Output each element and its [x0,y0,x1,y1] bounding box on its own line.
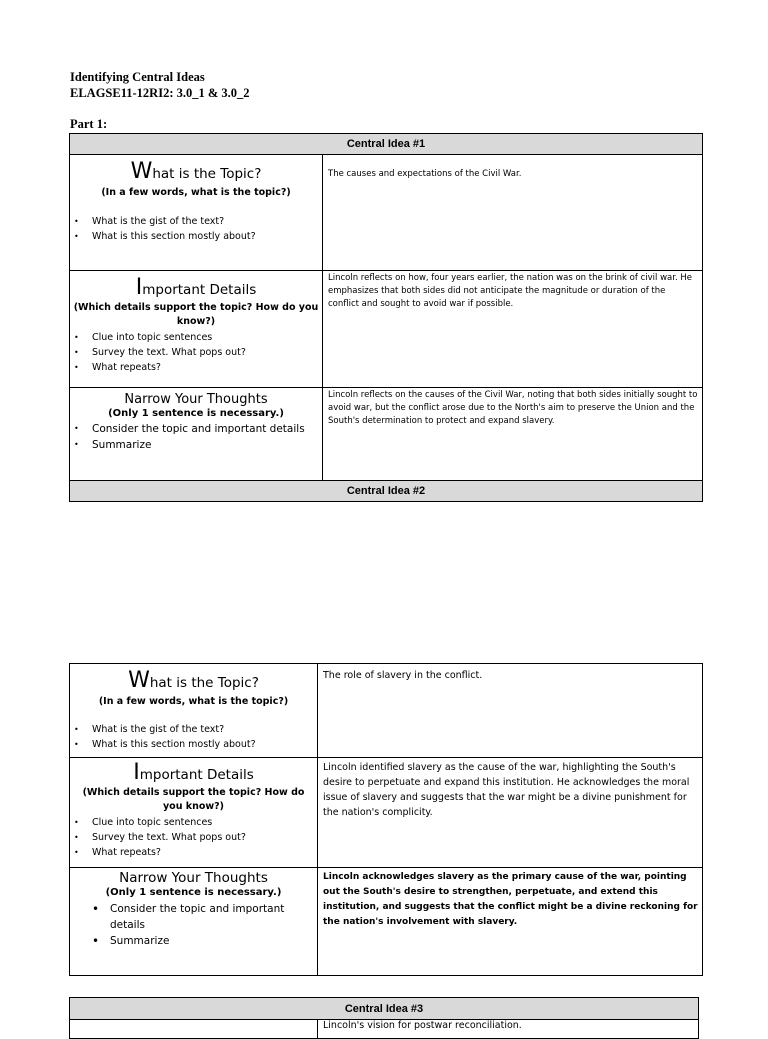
details-bullet: • Clue into topic sentences [70,815,317,830]
details-answer: Lincoln identified slavery as the cause of the war, highlighting the South's desire to perpetuate and expand this institution. He acknowledges the moral issue of slavery and suggests that the war might be a divine punishment for the nation's complicity. [323,762,690,818]
central-idea-1-heading: Central Idea #1 [69,133,703,155]
topic-heading: What is the Topic? [128,668,259,693]
topic-bullet: • What is this section mostly about? [70,229,322,244]
narrow-bullet: • Consider the topic and important details [70,901,297,933]
details-prompt-cell [70,271,322,387]
topic-prompt-cell [70,155,322,270]
narrow-answer: Lincoln acknowledges slavery as the primary cause of the war, pointing out the South's desire to strengthen, perpetuate, and extend this institution, and suggests that the conflict might be a divine reckoning for the nation's involvement with slavery. [323,872,698,927]
details-bullet: • What repeats? [70,360,322,375]
topic-bullet: • What is the gist of the text? [70,722,317,737]
topic-bullet: • What is this section mostly about? [70,737,317,752]
narrow-heading: Narrow Your Thoughts [119,870,268,886]
details-prompt-cell [70,758,317,867]
standard-code: ELAGSE11-12RI2: 3.0_1 & 3.0_2 [70,86,250,100]
topic-answer: The role of slavery in the conflict. [323,670,483,681]
narrow-bullet: • Consider the topic and important details [70,421,322,437]
topic-bullet: • What is the gist of the text? [70,214,322,229]
details-heading: Important Details [133,760,254,785]
details-heading: Important Details [135,275,257,300]
document-header [70,69,250,101]
topic-answer: The causes and expectations of the Civil War. [328,169,522,179]
details-subheading: (Which details support the topic? How do you know?) [82,787,305,812]
topic-subheading: (In a few words, what is the topic?) [101,187,291,198]
details-answer: Lincoln reflects on how, four years earlier, the nation was on the brink of civil war. He emphasizes that both sides did not anticipate the magnitude or duration of the conflict and sought to avoid war if possible. [328,273,692,309]
details-subheading: (Which details support the topic? How do you know?) [73,302,319,327]
narrow-subheading: (Only 1 sentence is necessary.) [108,408,284,419]
narrow-prompt-cell [70,388,322,480]
details-bullet: • What repeats? [70,845,317,860]
narrow-bullet: • Summarize [70,933,297,949]
narrow-heading: Narrow Your Thoughts [124,392,268,407]
narrow-subheading: (Only 1 sentence is necessary.) [105,887,282,898]
details-bullet: • Survey the text. What pops out? [70,345,322,360]
document-title: Identifying Central Ideas [70,70,205,84]
narrow-bullet: • Summarize [70,437,322,453]
part-label: Part 1: [70,117,108,131]
central-idea-2-heading: Central Idea #2 [69,480,703,502]
topic-prompt-cell [70,664,317,757]
central-idea-3-heading: Central Idea #3 [69,997,699,1020]
narrow-answer: Lincoln reflects on the causes of the Civil War, noting that both sides initially sought to avoid war, but the conflict arose due to the North's aim to preserve the Union and the South's determination to protect and expand slavery. [328,390,698,426]
details-bullet: • Survey the text. What pops out? [70,830,317,845]
topic-heading: What is the Topic? [130,159,262,184]
topic-subheading: (In a few words, what is the topic?) [98,696,289,707]
topic-answer: Lincoln's vision for postwar reconciliation. [323,1020,522,1031]
details-bullet: • Clue into topic sentences [70,330,322,345]
narrow-prompt-cell [70,868,317,975]
